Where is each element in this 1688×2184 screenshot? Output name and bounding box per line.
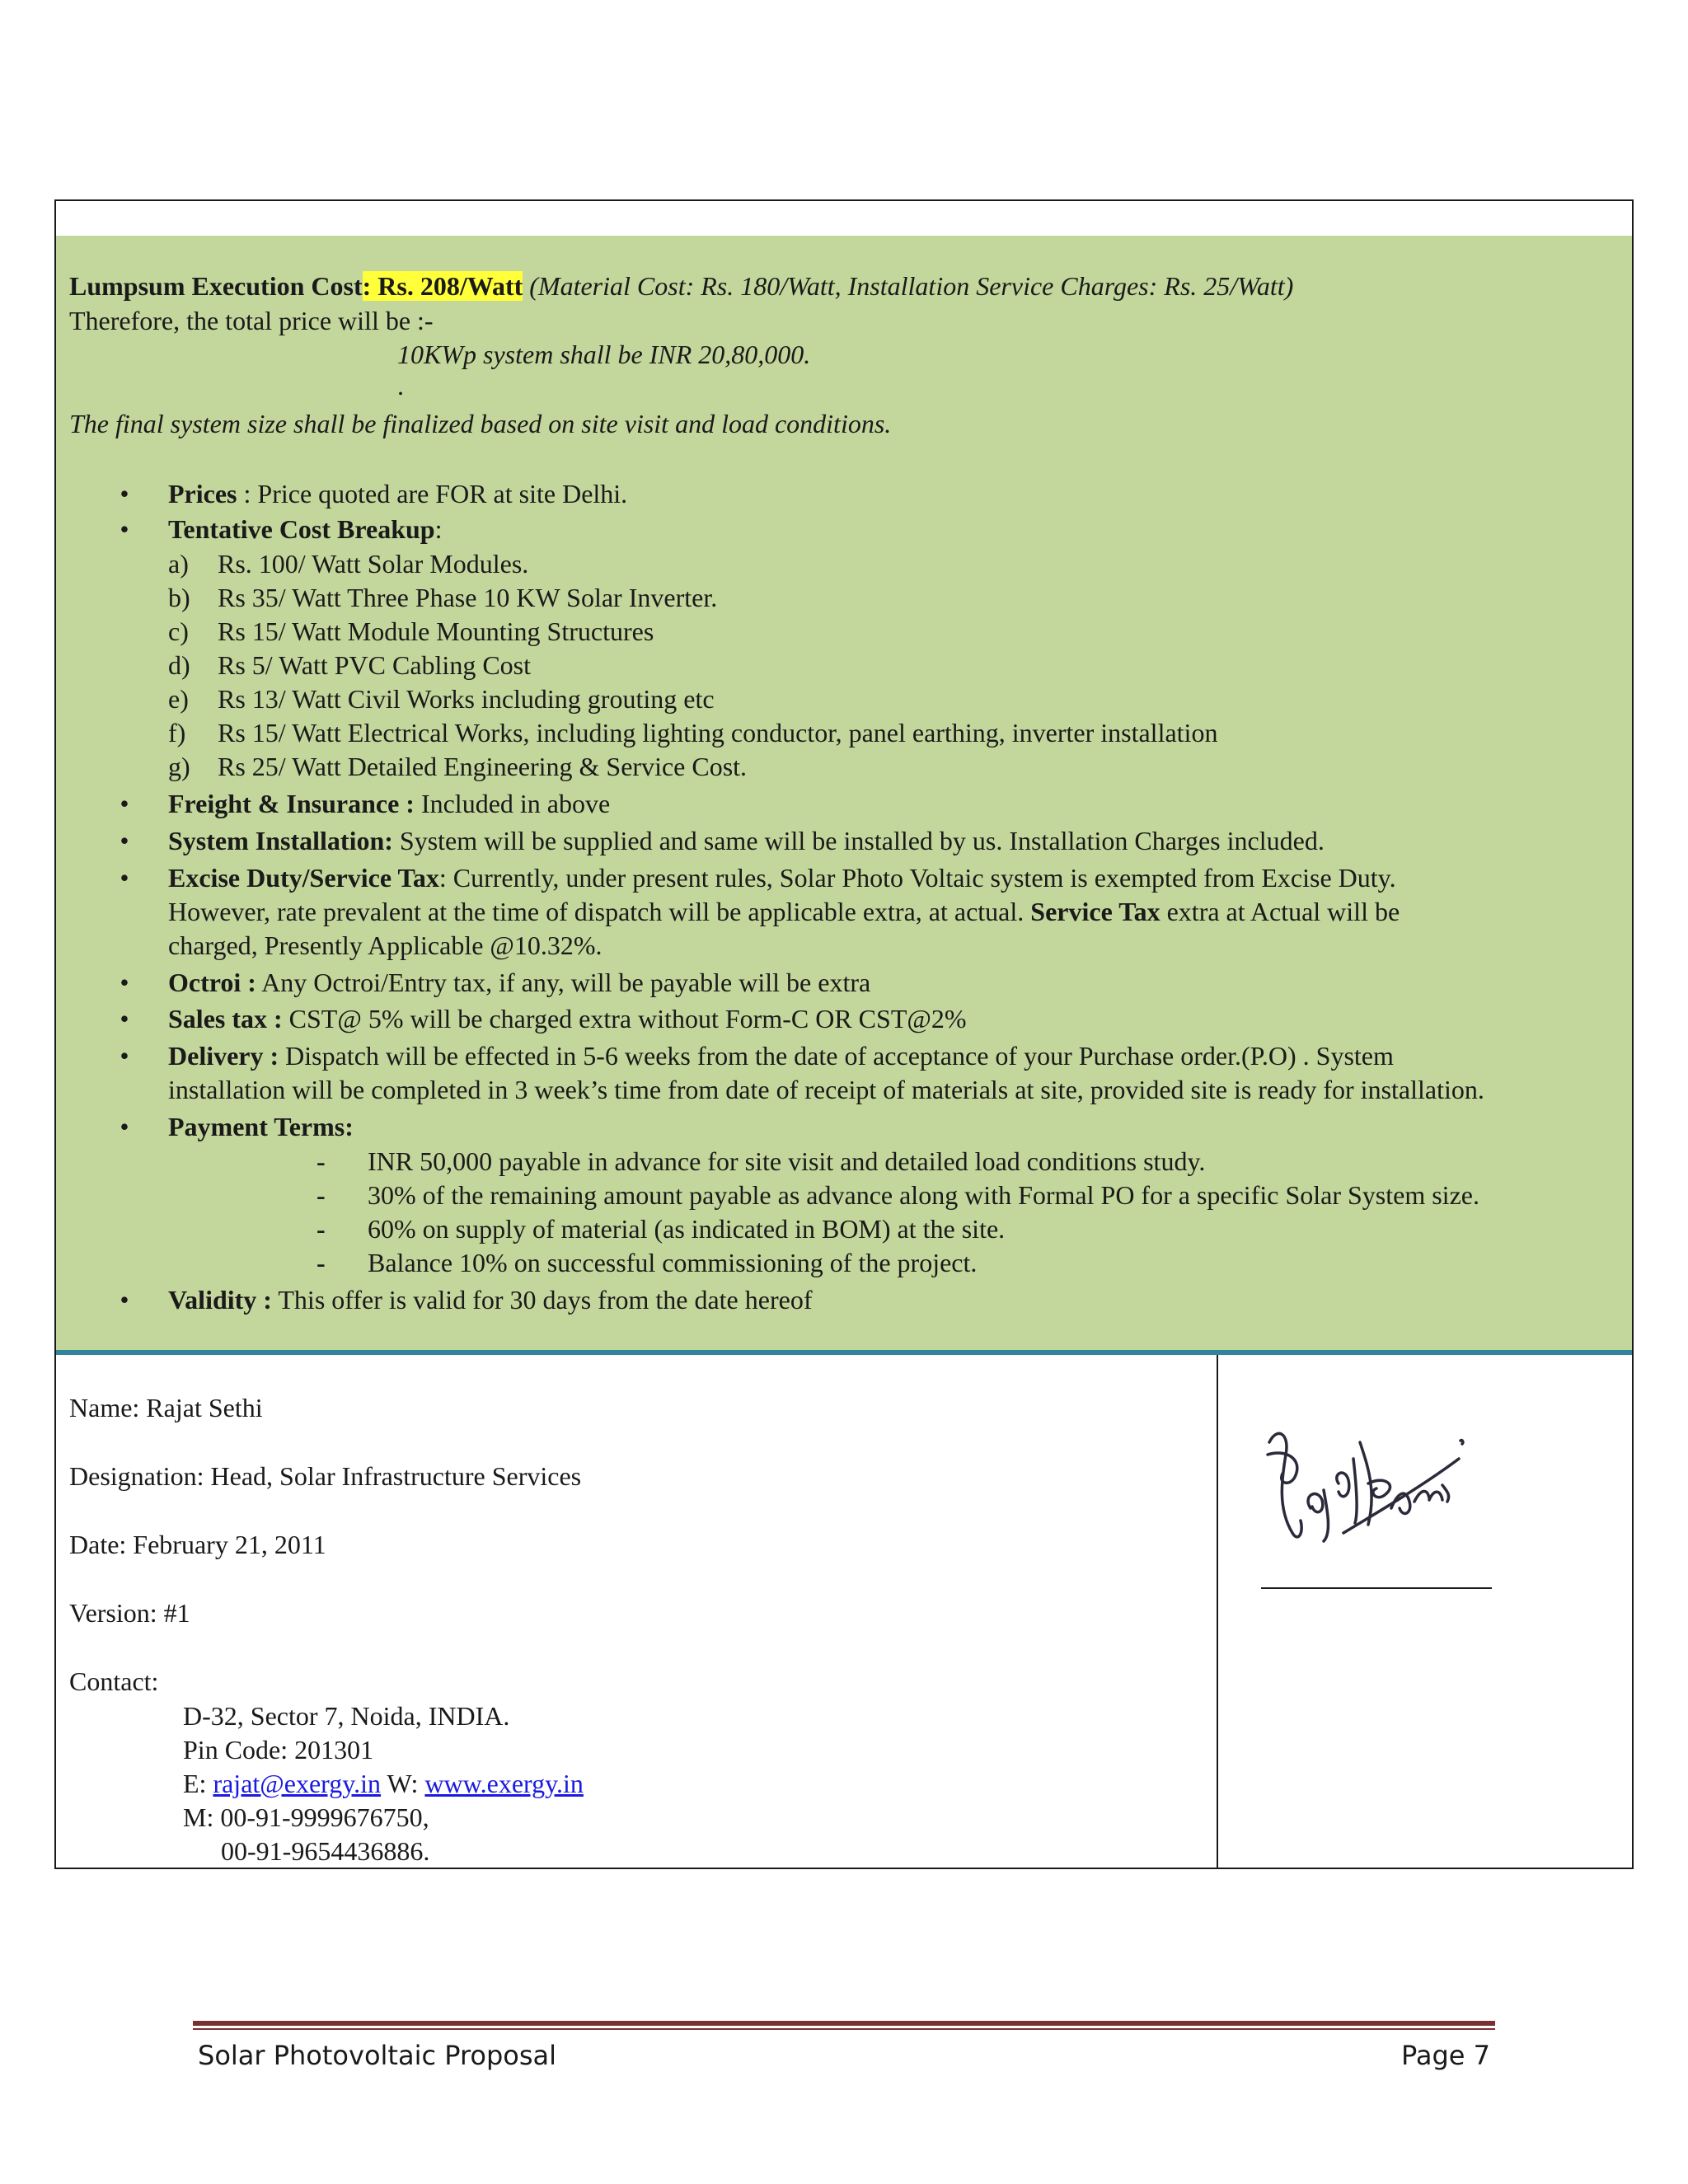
cost-item-marker: f)	[168, 718, 186, 748]
section-divider	[56, 1350, 1632, 1355]
website-link[interactable]: www.exergy.in	[424, 1769, 584, 1798]
signatory-version: Version: #1	[69, 1598, 190, 1628]
excise-text-2b: extra at Actual will be	[1160, 897, 1400, 926]
delivery-text-1: Dispatch will be effected in 5-6 weeks from the date of acceptance of your Purchase order.(P.O) . System	[279, 1041, 1394, 1071]
cost-item-text: Rs 25/ Watt Detailed Engineering & Service Cost.	[218, 752, 748, 781]
cost-item-text: Rs 15/ Watt Module Mounting Structures	[218, 616, 654, 646]
octroi-label: Octroi :	[168, 968, 256, 997]
bullet-icon: •	[120, 1004, 129, 1033]
therefore-line: Therefore, the total price will be :-	[69, 306, 434, 335]
service-tax-label: Service Tax	[1030, 897, 1160, 926]
cost-breakup-label: Tentative Cost Breakup	[168, 514, 435, 544]
cost-item-marker: a)	[168, 549, 189, 579]
cost-item-marker: d)	[168, 650, 190, 680]
bullet-icon: •	[120, 479, 129, 509]
validity-label: Validity :	[168, 1285, 272, 1315]
validity-text: This offer is valid for 30 days from the date hereof	[271, 1285, 813, 1315]
excise-line-3: charged, Presently Applicable @10.32%.	[168, 930, 603, 960]
cost-item-marker: c)	[168, 616, 189, 646]
lumpsum-value: : Rs. 208/Watt	[362, 271, 523, 301]
sales-tax-label: Sales tax :	[168, 1004, 283, 1033]
cost-breakup-heading	[168, 513, 442, 546]
final-size-note: The final system size shall be finalized based on site visit and load conditions.	[69, 409, 892, 438]
cost-item-text: Rs. 100/ Watt Solar Modules.	[218, 549, 529, 579]
dash-icon: -	[316, 1180, 326, 1210]
cost-breakup-colon: :	[434, 514, 443, 544]
bullet-icon: •	[120, 1041, 129, 1071]
signature-line	[1261, 1587, 1492, 1589]
contact-mobile-1: M: 00-91-9999676750,	[183, 1802, 429, 1832]
payment-terms-label: Payment Terms:	[168, 1112, 354, 1141]
freight-label: Freight & Insurance :	[168, 789, 415, 818]
footer-rule	[193, 2021, 1495, 2026]
contact-label: Contact:	[69, 1666, 159, 1696]
contact-pin: Pin Code: 201301	[183, 1735, 374, 1765]
cost-item-text: Rs 5/ Watt PVC Cabling Cost	[218, 650, 531, 680]
freight-item	[168, 787, 610, 820]
system-price: 10KWp system shall be INR 20,80,000.	[397, 340, 811, 369]
empty-header-row	[56, 201, 1632, 237]
sales-tax-text: CST@ 5% will be charged extra without Form-C OR CST@2%	[282, 1004, 967, 1033]
delivery-line-1	[168, 1039, 1394, 1072]
delivery-label: Delivery :	[168, 1041, 279, 1071]
signatory-designation: Designation: Head, Solar Infrastructure Services	[69, 1461, 582, 1491]
bullet-icon: •	[120, 968, 129, 997]
excise-text-1: : Currently, under present rules, Solar Photo Voltaic system is exempted from Excise Duty.	[438, 863, 1396, 893]
cost-item-text: Rs 35/ Watt Three Phase 10 KW Solar Inverter.	[218, 583, 718, 612]
email-link[interactable]: rajat@exergy.in	[213, 1769, 382, 1798]
payment-term-item: INR 50,000 payable in advance for site visit and detailed load conditions study.	[368, 1146, 1206, 1176]
bullet-icon: •	[120, 789, 129, 818]
delivery-line-2: installation will be completed in 3 week’s time from date of receipt of materials at site, provided site is ready for installation.	[168, 1075, 1484, 1104]
bullet-icon: •	[120, 1285, 129, 1315]
octroi-item	[168, 966, 870, 999]
prices-label: Prices	[168, 479, 237, 509]
dash-icon: -	[316, 1146, 326, 1176]
cost-item-marker: b)	[168, 583, 190, 612]
validity-item	[168, 1283, 812, 1316]
payment-term-item: 60% on supply of material (as indicated in BOM) at the site.	[368, 1214, 1006, 1244]
excise-text-2a: However, rate prevalent at the time of dispatch will be applicable extra, at actual.	[168, 897, 1031, 926]
payment-term-item: 30% of the remaining amount payable as advance along with Formal PO for a specific Solar System size.	[368, 1180, 1479, 1210]
dash-icon: -	[316, 1248, 326, 1277]
lumpsum-line	[69, 269, 1293, 302]
footer-title: Solar Photovoltaic Proposal	[198, 2040, 557, 2071]
signatory-name: Name: Rajat Sethi	[69, 1393, 263, 1422]
web-prefix: W:	[381, 1769, 425, 1798]
lumpsum-note: (Material Cost: Rs. 180/Watt, Installation Service Charges: Rs. 25/Watt)	[529, 271, 1294, 301]
signature-column-divider	[1217, 1355, 1218, 1868]
handwritten-signature	[1253, 1409, 1500, 1558]
contact-mobile-2: 00-91-9654436886.	[221, 1836, 430, 1866]
contact-address: D-32, Sector 7, Noida, INDIA.	[183, 1701, 510, 1731]
bullet-icon: •	[120, 514, 129, 544]
installation-text: System will be supplied and same will be installed by us. Installation Charges included.	[392, 826, 1325, 855]
bullet-icon: •	[120, 863, 129, 893]
dash-icon: -	[316, 1214, 326, 1244]
lumpsum-label: Lumpsum Execution Cost	[69, 271, 363, 301]
octroi-text: Any Octroi/Entry tax, if any, will be payable will be extra	[256, 968, 871, 997]
email-prefix: E:	[183, 1769, 213, 1798]
cost-item-marker: e)	[168, 684, 189, 714]
dot-line: .	[397, 371, 404, 401]
signatory-date: Date: February 21, 2011	[69, 1530, 326, 1559]
payment-term-item: Balance 10% on successful commissioning of the project.	[368, 1248, 978, 1277]
installation-label: System Installation:	[168, 826, 393, 855]
prices-text: : Price quoted are FOR at site Delhi.	[237, 479, 628, 509]
cost-item-text: Rs 13/ Watt Civil Works including grouting etc	[218, 684, 715, 714]
contact-email-web	[183, 1767, 584, 1800]
footer-rule-thin	[193, 2028, 1495, 2030]
excise-line-1	[168, 861, 1396, 894]
freight-text: Included in above	[414, 789, 611, 818]
prices-item	[168, 477, 627, 510]
cost-item-marker: g)	[168, 752, 190, 781]
cost-item-text: Rs 15/ Watt Electrical Works, including lighting conductor, panel earthing, inverter installation	[218, 718, 1218, 748]
page-number: Page 7	[1401, 2040, 1490, 2071]
excise-label: Excise Duty/Service Tax	[168, 863, 439, 893]
bullet-icon: •	[120, 1112, 129, 1141]
installation-item	[168, 824, 1325, 857]
bullet-icon: •	[120, 826, 129, 855]
sales-tax-item	[168, 1002, 966, 1035]
excise-line-2	[168, 895, 1400, 928]
